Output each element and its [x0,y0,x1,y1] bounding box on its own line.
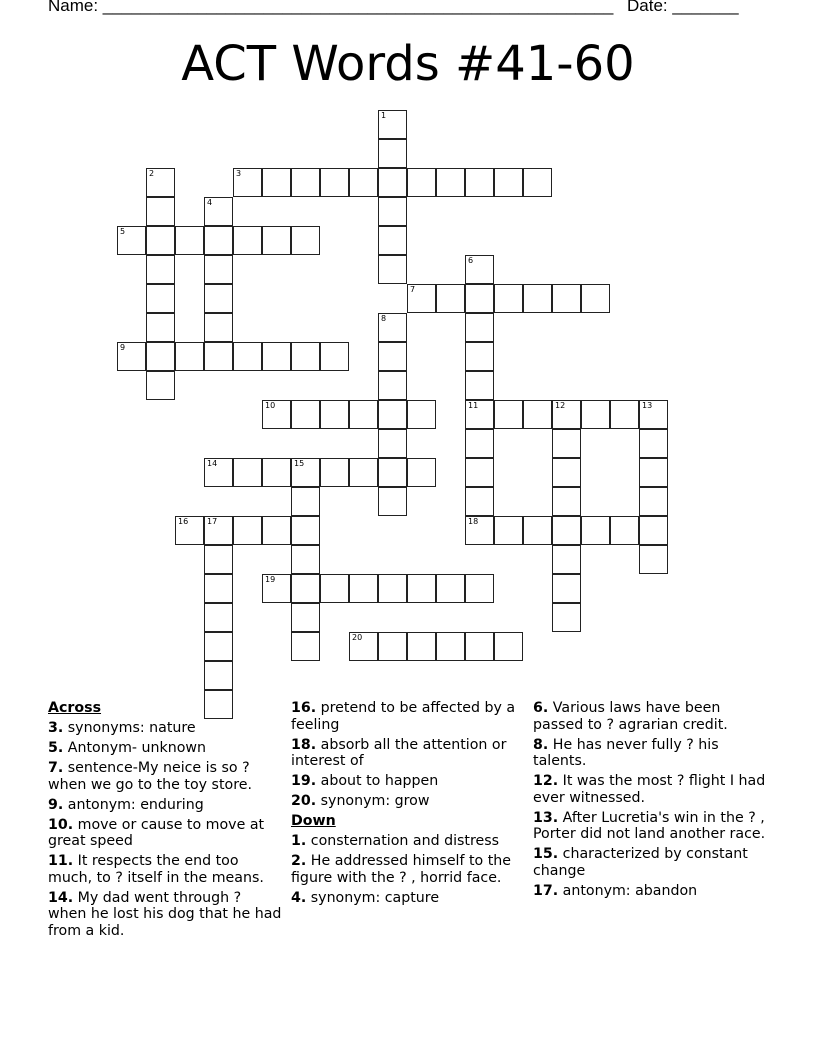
crossword-cell[interactable] [146,255,175,284]
crossword-cell[interactable] [175,342,204,371]
crossword-cell[interactable] [175,226,204,255]
crossword-cell[interactable] [146,168,175,197]
clue-number: 3 [236,169,242,178]
clue-number: 7 [410,285,416,294]
crossword-cell[interactable] [552,545,581,574]
clue-down-2: 2. He addressed himself to the figure with the ? , horrid face. [291,853,512,886]
crossword-cell[interactable] [204,574,233,603]
crossword-cell[interactable] [465,313,494,342]
worksheet-header [48,0,748,20]
clue-number: 10 [265,401,276,410]
crossword-cell[interactable] [552,487,581,516]
crossword-cell[interactable] [233,516,262,545]
clue-number: 14 [207,459,218,468]
clue-across-5: 5. Antonym- unknown [48,739,207,756]
crossword-cell[interactable] [581,284,610,313]
crossword-cell[interactable] [291,400,320,429]
crossword-cell[interactable] [465,574,494,603]
crossword-cell[interactable] [204,632,233,661]
crossword-cell[interactable] [465,284,494,313]
clue-number: 11 [468,401,479,410]
crossword-cell[interactable] [436,574,465,603]
crossword-cell[interactable] [117,226,146,255]
crossword-cell[interactable] [262,400,291,429]
crossword-cell[interactable] [639,545,668,574]
crossword-cell[interactable] [378,313,407,342]
crossword-cell[interactable] [465,400,494,429]
crossword-cell[interactable] [233,342,262,371]
crossword-cell[interactable] [465,168,494,197]
crossword-cell[interactable] [349,168,378,197]
crossword-cell[interactable] [146,342,175,371]
clue-across-9: 9. antonym: enduring [48,796,204,813]
crossword-cell[interactable] [204,313,233,342]
crossword-cell[interactable] [465,632,494,661]
crossword-cell[interactable] [523,284,552,313]
crossword-cell[interactable] [465,487,494,516]
crossword-cell[interactable] [494,284,523,313]
crossword-cell[interactable] [581,516,610,545]
clue-number: 13 [642,401,653,410]
crossword-cell[interactable] [465,458,494,487]
crossword-cell[interactable] [320,458,349,487]
crossword-cell[interactable] [407,168,436,197]
crossword-cell[interactable] [639,458,668,487]
crossword-cell[interactable] [291,342,320,371]
clue-across-10: 10. move or cause to move at great speed [48,816,265,850]
clue-down-4: 4. synonym: capture [291,889,440,906]
crossword-cell[interactable] [291,487,320,516]
clues-column-1 [48,700,284,943]
crossword-cell[interactable] [291,574,320,603]
crossword-cell[interactable] [494,632,523,661]
crossword-cell[interactable] [378,487,407,516]
crossword-cell[interactable] [291,632,320,661]
crossword-cell[interactable] [204,458,233,487]
crossword-cell[interactable] [407,458,436,487]
clue-across-19: 19. about to happen [291,773,439,790]
crossword-cell[interactable] [465,516,494,545]
crossword-cell[interactable] [204,661,233,690]
crossword-cell[interactable] [378,400,407,429]
clue-down-12: 12. It was the most ? flight I had ever witnessed. [533,773,766,806]
clue-number: 4 [207,198,213,207]
crossword-cell[interactable] [146,226,175,255]
crossword-cell[interactable] [378,139,407,168]
date-field-label: Date: _______ [627,0,739,15]
clue-number: 9 [120,343,126,352]
crossword-cell[interactable] [523,400,552,429]
crossword-cell[interactable] [146,197,175,226]
crossword-cell[interactable] [233,458,262,487]
clue-across-14: 14. My dad went through ? when he lost his dog that he had from a kid. [48,889,282,939]
crossword-cell[interactable] [204,197,233,226]
crossword-cell[interactable] [291,458,320,487]
crossword-cell[interactable] [552,516,581,545]
crossword-cell[interactable] [349,574,378,603]
crossword-cell[interactable] [494,400,523,429]
crossword-cell[interactable] [494,168,523,197]
crossword-cell[interactable] [581,400,610,429]
clue-number: 5 [120,227,126,236]
clue-across-11: 11. It respects the end too much, to ? itself in the means. [48,853,264,886]
crossword-cell[interactable] [552,458,581,487]
crossword-cell[interactable] [639,516,668,545]
clue-across-18: 18. absorb all the attention or interest of [291,736,507,770]
crossword-cell[interactable] [262,342,291,371]
crossword-cell[interactable] [262,458,291,487]
down-heading: Down [291,813,336,830]
crossword-cell[interactable] [378,574,407,603]
clue-down-1: 1. consternation and distress [291,833,500,850]
crossword-cell[interactable] [117,342,146,371]
crossword-cell[interactable] [407,400,436,429]
crossword-cell[interactable] [378,255,407,284]
crossword-cell[interactable] [378,429,407,458]
crossword-cell[interactable] [378,632,407,661]
crossword-cell[interactable] [552,429,581,458]
crossword-cell[interactable] [204,603,233,632]
crossword-cell[interactable] [378,110,407,139]
crossword-cell[interactable] [552,400,581,429]
crossword-cell[interactable] [291,516,320,545]
crossword-cell[interactable] [378,458,407,487]
crossword-cell[interactable] [349,632,378,661]
clue-number: 2 [149,169,155,178]
crossword-cell[interactable] [204,342,233,371]
clues-column-2 [291,700,527,910]
clue-down-6: 6. Various laws have been passed to ? agrarian credit. [533,700,728,733]
clue-number: 16 [178,517,189,526]
clue-down-15: 15. characterized by constant change [533,846,748,879]
clue-across-3: 3. synonyms: nature [48,719,196,736]
crossword-cell[interactable] [378,226,407,255]
name-field-label: Name: ______________________________________________________ [48,0,614,15]
crossword-cell[interactable] [465,342,494,371]
crossword-cell[interactable] [523,516,552,545]
crossword-cell[interactable] [320,168,349,197]
crossword-cell[interactable] [610,400,639,429]
clue-number: 12 [555,401,566,410]
clue-number: 8 [381,314,387,323]
crossword-cell[interactable] [552,284,581,313]
clue-number: 18 [468,517,479,526]
crossword-cell[interactable] [378,168,407,197]
crossword-cell[interactable] [262,226,291,255]
crossword-cell[interactable] [320,400,349,429]
clue-number: 19 [265,575,276,584]
crossword-cell[interactable] [291,603,320,632]
clue-number: 1 [381,111,387,120]
across-heading: Across [48,700,102,716]
crossword-cell[interactable] [175,516,204,545]
crossword-cell[interactable] [146,371,175,400]
crossword-cell[interactable] [262,168,291,197]
clue-across-7: 7. sentence-My neice is so ? when we go to the toy store. [48,759,252,793]
page-title: ACT Words #41-60 [181,36,635,92]
clue-number: 17 [207,517,218,526]
crossword-cell[interactable] [204,284,233,313]
crossword-cell[interactable] [204,226,233,255]
crossword-cell[interactable] [407,284,436,313]
crossword-cell[interactable] [349,400,378,429]
crossword-cell[interactable] [146,313,175,342]
crossword-cell[interactable] [465,429,494,458]
crossword-cell[interactable] [552,603,581,632]
crossword-cell[interactable] [407,632,436,661]
crossword-cell[interactable] [320,342,349,371]
crossword-cell[interactable] [639,487,668,516]
crossword-cell[interactable] [436,632,465,661]
crossword-cell[interactable] [639,400,668,429]
crossword-cell[interactable] [407,574,436,603]
clue-number: 6 [468,256,474,265]
clue-down-17: 17. antonym: abandon [533,882,698,899]
clue-down-13: 13. After Lucretia's win in the ? , Porter did not land another race. [533,809,766,843]
crossword-cell[interactable] [204,516,233,545]
crossword-cell[interactable] [610,516,639,545]
clues-column-3 [533,700,773,903]
crossword-cell[interactable] [349,458,378,487]
crossword-cell[interactable] [262,574,291,603]
crossword-cell[interactable] [233,168,262,197]
crossword-cell[interactable] [378,371,407,400]
crossword-cell[interactable] [378,197,407,226]
crossword-cell[interactable] [291,545,320,574]
crossword-cell[interactable] [465,371,494,400]
crossword-cell[interactable] [146,284,175,313]
clue-down-8: 8. He has never fully ? his talents. [533,736,719,770]
clue-number: 20 [352,633,363,642]
crossword-cell[interactable] [552,574,581,603]
crossword-cell[interactable] [204,545,233,574]
crossword-cell[interactable] [378,342,407,371]
crossword-cell[interactable] [639,429,668,458]
crossword-cell[interactable] [436,284,465,313]
crossword-cell[interactable] [465,255,494,284]
crossword-cell[interactable] [320,574,349,603]
crossword-cell[interactable] [291,168,320,197]
crossword-cell[interactable] [436,168,465,197]
clue-across-16: 16. pretend to be affected by a feeling [291,700,516,733]
clue-number: 15 [294,459,305,468]
crossword-cell[interactable] [494,516,523,545]
clue-across-20: 20. synonym: grow [291,793,430,810]
crossword-cell[interactable] [233,226,262,255]
crossword-cell[interactable] [262,516,291,545]
crossword-cell[interactable] [291,226,320,255]
crossword-cell[interactable] [204,255,233,284]
crossword-cell[interactable] [523,168,552,197]
